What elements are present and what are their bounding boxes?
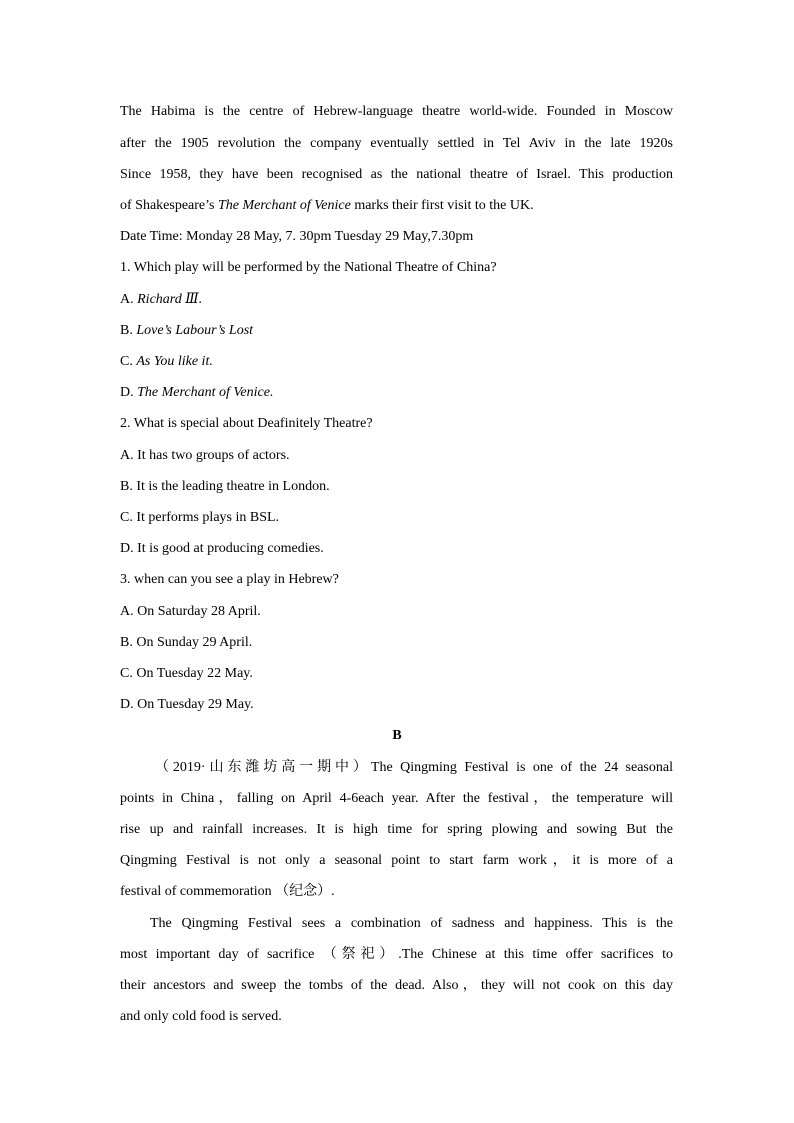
play-title: The Merchant of Venice [217, 198, 351, 213]
question-1-stem: 1. Which play will be performed by the National Theatre of China? [120, 260, 497, 275]
question-3-option-b [120, 633, 673, 653]
option-label: D. [120, 541, 138, 556]
question-1-option-d [120, 383, 673, 403]
section-b-p1-line-4: Qingming Festival is not only a seasonal point to start farm work，it is more of a [120, 853, 673, 868]
question-3-option-c [120, 664, 673, 684]
question-2-option-a [120, 446, 673, 466]
option-text: It performs plays in BSL. [136, 510, 280, 525]
option-label: A. [120, 448, 138, 463]
section-b-p2-line-3: their ancestors and sweep the tombs of the dead. Also，they will not cook on this day [120, 978, 673, 993]
option-text: It has two groups of actors. [137, 448, 290, 463]
option-label: A. [120, 292, 138, 307]
passage-a-line-1: The Habima is the centre of Hebrew-language theatre world-wide. Founded in Moscow [120, 104, 673, 119]
question-3-stem: 3. when can you see a play in Hebrew? [120, 572, 339, 587]
option-label: D. [120, 385, 138, 400]
option-text: On Tuesday 22 May. [136, 666, 253, 681]
option-text: On Saturday 28 April. [137, 604, 261, 619]
passage-a-line-3: Since 1958, they have been recognised as the national theatre of Israel. This production [120, 167, 673, 182]
option-label: C. [120, 354, 137, 369]
option-label: A. [120, 604, 138, 619]
option-label: D. [120, 697, 138, 712]
question-1-option-c [120, 352, 673, 372]
option-label: B. [120, 479, 137, 494]
question-1-option-b [120, 321, 673, 341]
question-3-option-a [120, 602, 673, 622]
option-label: B. [120, 635, 137, 650]
option-text: The Merchant of Venice. [137, 385, 274, 400]
option-label: C. [120, 666, 137, 681]
question-2-option-c [120, 508, 673, 528]
section-b-p2-line-1: The Qingming Festival sees a combination of sadness and happiness. This is the [150, 916, 673, 931]
question-2-option-d [120, 539, 673, 559]
option-text: It is good at producing comedies. [137, 541, 324, 556]
section-b-p1-line-5: festival of commemoration （纪念）. [120, 884, 335, 899]
question-2-option-b [120, 477, 673, 497]
option-text: As You like it. [136, 354, 213, 369]
section-b-heading: B [392, 728, 402, 743]
section-b-p1-line-3: rise up and rainfall increases. It is high time for spring plowing and sowing But the [120, 822, 673, 837]
section-b-p2-line-4: and only cold food is served. [120, 1009, 282, 1024]
section-b-p2-line-2: most important day of sacrifice （祭祀）.The Chinese at this time offer sacrifices to [120, 947, 673, 962]
option-text: Love’s Labour’s Lost [136, 323, 254, 338]
passage-a-line-4 [120, 196, 673, 216]
section-b-p1-line-1: （2019·山东潍坊高一期中）The Qingming Festival is one of the 24 seasonal [155, 760, 673, 775]
question-1-option-a [120, 290, 673, 310]
question-3-option-d [120, 695, 673, 715]
option-text: On Sunday 29 April. [136, 635, 253, 650]
passage-a-line-4-pre: of Shakespeare’s [120, 198, 218, 213]
section-b-p1-line-2: points in China，falling on April 4-6each year. After the festival，the temperature will [120, 791, 673, 806]
option-label: C. [120, 510, 137, 525]
question-2-stem: 2. What is special about Deafinitely Theatre? [120, 416, 373, 431]
date-time: Date Time: Monday 28 May, 7. 30pm Tuesday 29 May,7.30pm [120, 229, 474, 244]
passage-a-line-2: after the 1905 revolution the company eventually settled in Tel Aviv in the late 1920s [120, 136, 673, 151]
option-label: B. [120, 323, 137, 338]
option-text: Richard Ⅲ. [137, 292, 203, 307]
passage-a-line-4-post: marks their first visit to the UK. [350, 198, 534, 213]
option-text: On Tuesday 29 May. [137, 697, 254, 712]
option-text: It is the leading theatre in London. [136, 479, 330, 494]
